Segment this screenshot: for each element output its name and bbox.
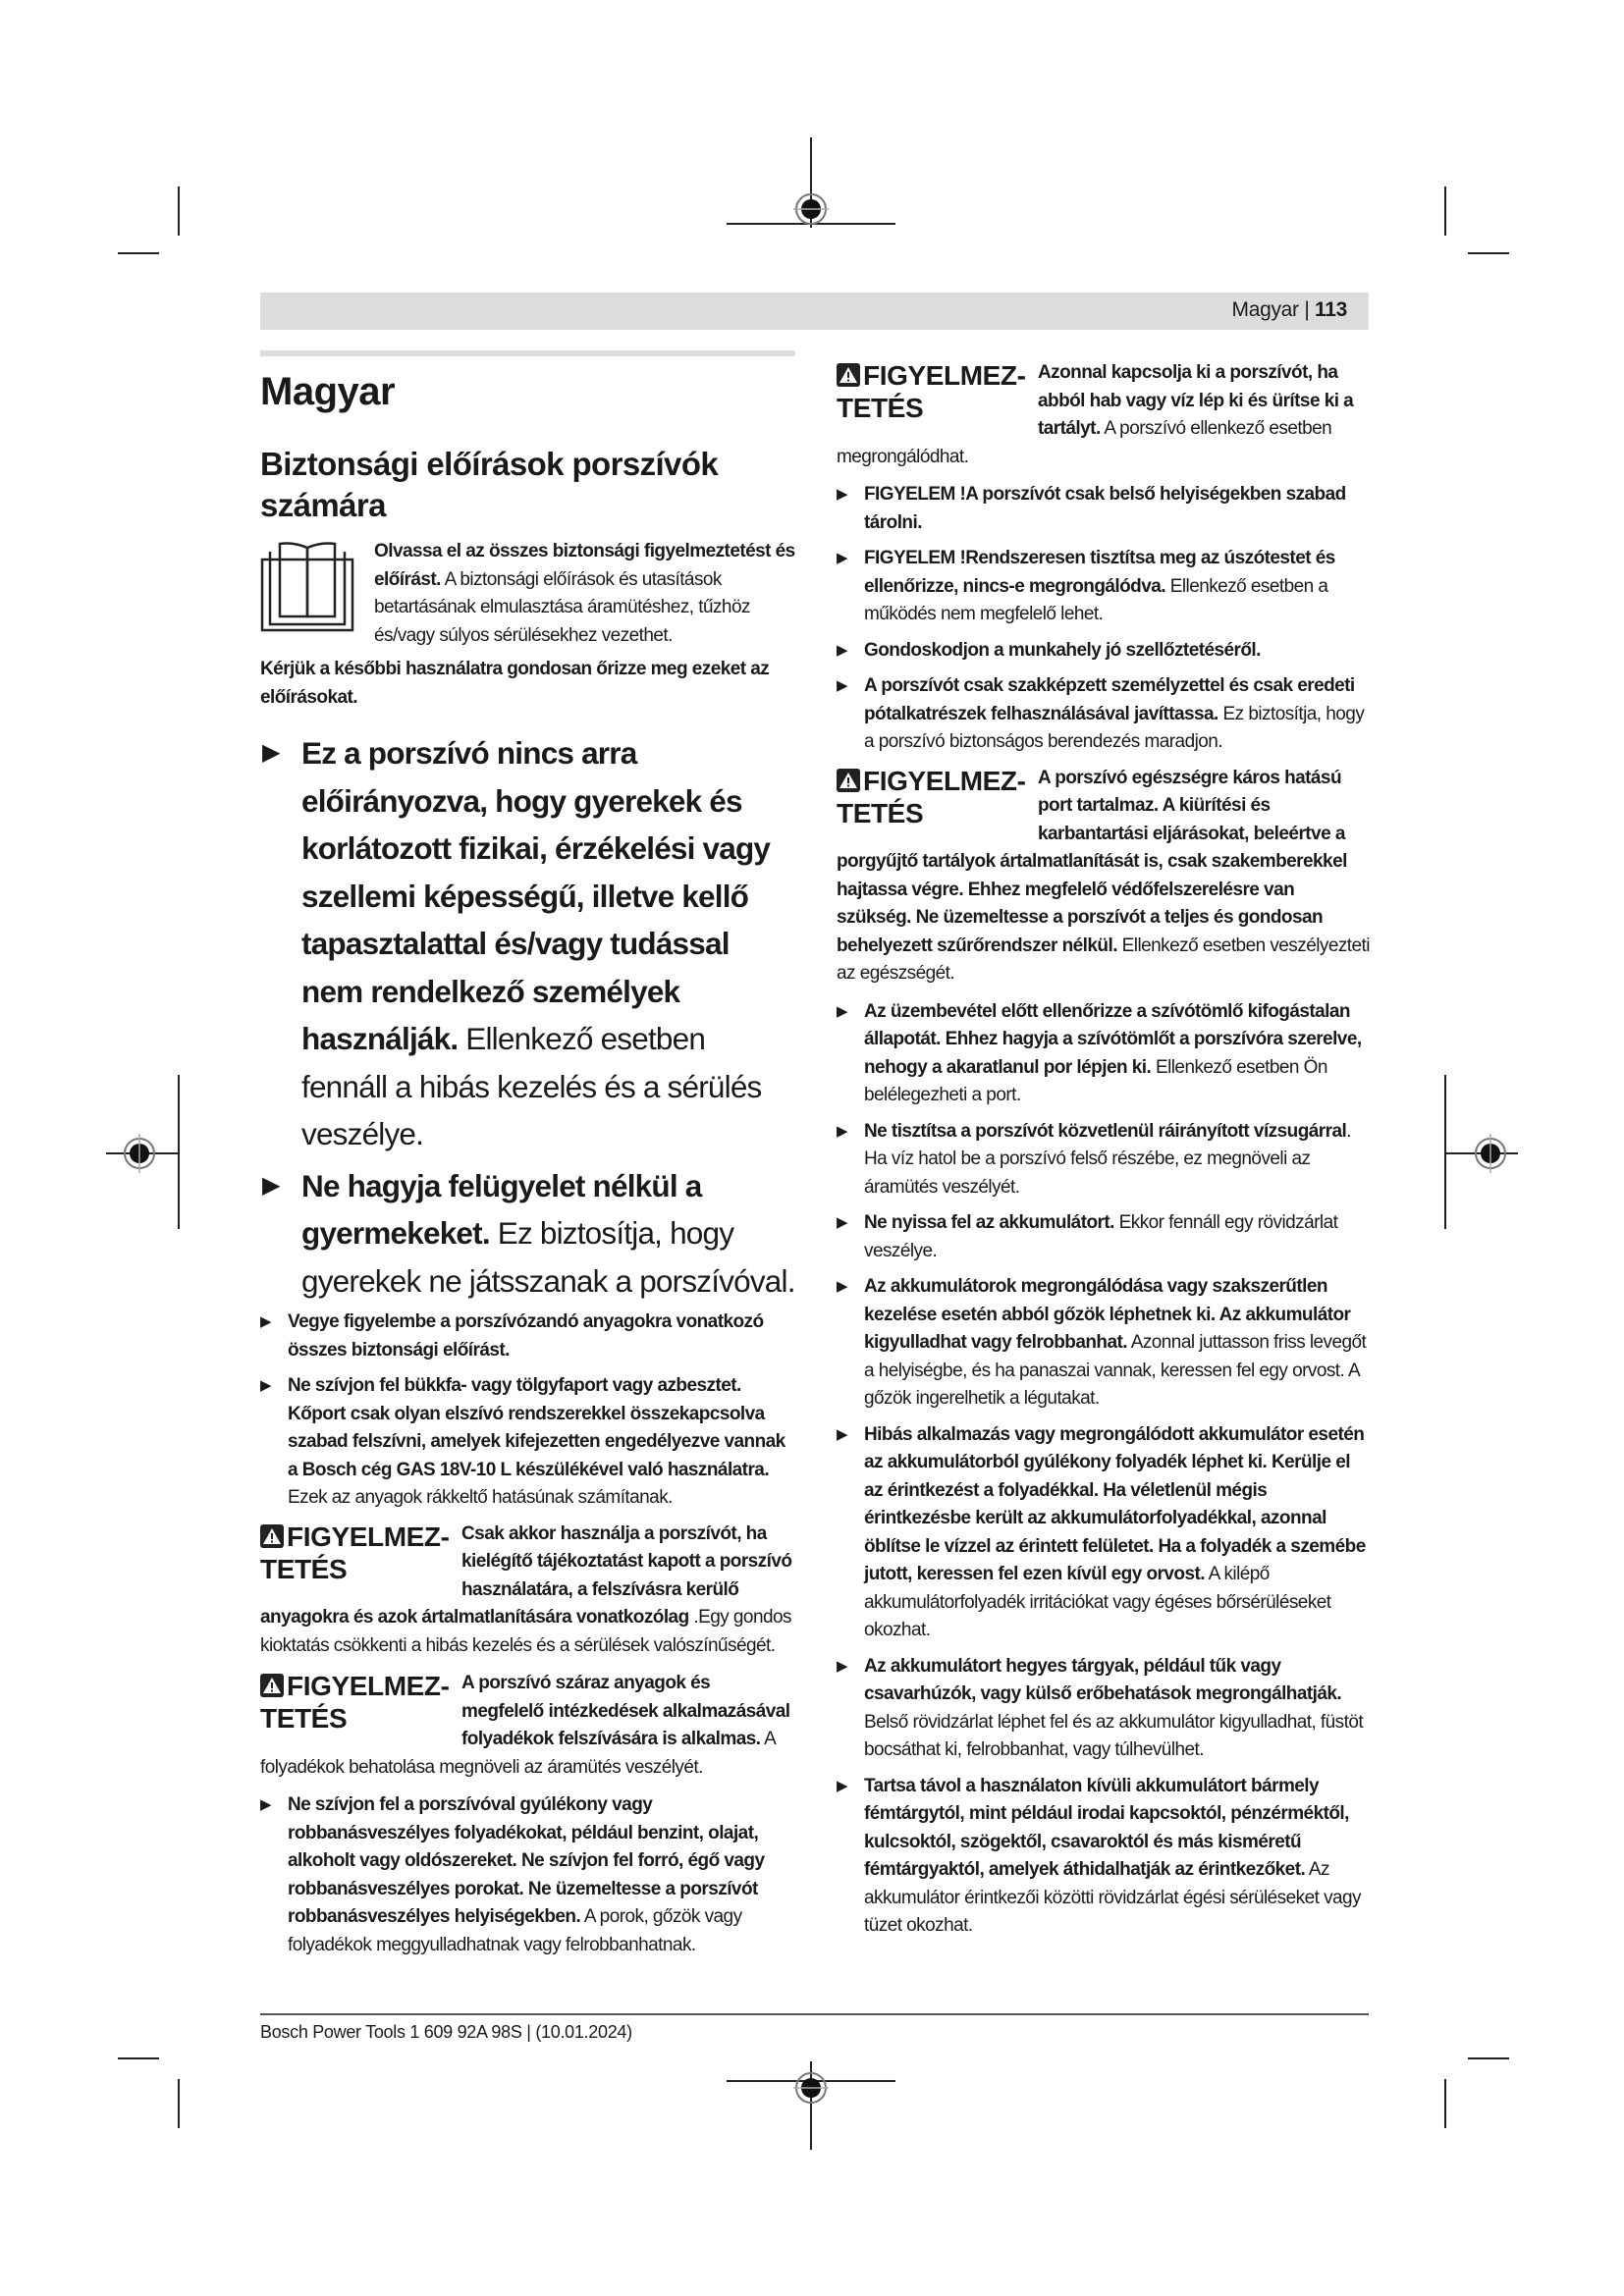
bullet-bold-text: FIGYELEM !Rendszeresen tisztítsa meg az úszótestet és ellenőrizze, nincs-e megrongálódva. xyxy=(864,548,1335,597)
bullet-triangle-icon: ▶ xyxy=(262,1171,280,1199)
bullet-text: Ellenkező esetben Ön belélegezheti a port. xyxy=(864,1056,1327,1105)
bullet-bold-text: Ne szívjon fel bükkfa- vagy tölgyfaport vagy azbesztet. Kőport csak olyan elszívó rendszerekkel összekapcsolva szabad felszívni, amelyek kifejezetten engedélyezve vannak a Bosch cég GAS 18V-10 L készülékével való használatra. xyxy=(288,1375,785,1480)
key-safety-bullet xyxy=(260,1162,795,1306)
warning-triangle-icon xyxy=(260,1524,284,1548)
intro-bold: Olvassa el az összes biztonsági figyelmeztetést és előírást. xyxy=(374,541,795,590)
key-safety-bullets xyxy=(260,729,795,1305)
warning-text: Ellenkező esetben veszélyezteti az egészségét. xyxy=(837,934,1370,984)
list-item xyxy=(837,1118,1372,1202)
right-column xyxy=(837,353,1372,1949)
warning-triangle-icon xyxy=(837,769,860,792)
warning-label xyxy=(260,1670,461,1752)
page-header-band xyxy=(260,293,1369,330)
warning-text: A porszívó ellenkező esetben megrongálódhat. xyxy=(837,418,1332,467)
warning-bold-text: Csak akkor használja a porszívót, ha kielégítő tájékoztatást kapott a porszívó használatára, a felszívásra kerülő anyagokra és azok ártalmatlanítására vonatkozólag xyxy=(260,1522,792,1628)
bullet-triangle-icon: ▶ xyxy=(837,677,847,694)
running-header xyxy=(1232,298,1347,322)
bullet-bold-text: Tartsa távol a használaton kívüli akkumulátort bármely fémtárgytól, mint például irodai kapcsoktól, pénzérméktől, kulcsoktól, szögektől, csavaroktól és más kisméretű fémtárgyaktól, amelyek áthidalhatják az érintkezőket. xyxy=(864,1775,1349,1880)
list-item xyxy=(837,1273,1372,1414)
bullet-bold-text: Az üzembevétel előtt ellenőrizze a szívótömlő kifogástalan állapotát. Ehhez hagyja a szívótömlőt a porszívóra szerelve, nehogy a akaratlanul por lépjen ki. xyxy=(864,1000,1362,1078)
warning-label xyxy=(260,1521,461,1603)
bullet-triangle-icon: ▶ xyxy=(837,1657,847,1675)
bullet-text: Azonnal juttasson friss levegőt a helyiségbe, és ha panaszai vannak, keressen fel egy orvost. A gőzök ingerelhetik a légutakat. xyxy=(864,1332,1367,1409)
bullet-bold-text: Gondoskodjon a munkahely jó szellőztetéséről. xyxy=(864,639,1261,661)
bullet-text: Ez biztosítja, hogy a porszívó biztonságos berendezés maradjon. xyxy=(864,703,1365,752)
footer-rule xyxy=(260,2013,1369,2015)
bullet-triangle-icon: ▶ xyxy=(837,486,847,503)
bullet-triangle-icon: ▶ xyxy=(837,1425,847,1443)
bullet-triangle-icon: ▶ xyxy=(260,1377,271,1394)
bullet-text: Az akkumulátor érintkezői közötti rövidzárlat égési sérüléseket vagy tüzet okozhat. xyxy=(864,1859,1362,1936)
warning-label-text: FIGYELMEZ-TETÉS xyxy=(837,765,1026,828)
warning-block xyxy=(837,765,1372,988)
list-item xyxy=(837,672,1372,757)
section-rule xyxy=(260,350,795,356)
warning-text: A folyadékok behatolása megnöveli az áramütés veszélyét. xyxy=(260,1729,776,1778)
warning-block xyxy=(837,359,1372,471)
bullet-text: Ellenkező esetben a működés nem megfelelő lehet. xyxy=(864,575,1328,624)
bullet-triangle-icon: ▶ xyxy=(260,1313,271,1330)
right-safety-list xyxy=(837,359,1372,1941)
read-manual-book-icon xyxy=(260,538,354,632)
warning-label xyxy=(837,359,1038,442)
list-item xyxy=(837,1209,1372,1265)
bullet-bold-text: Az akkumulátort hegyes tárgyak, például tűk vagy csavarhúzók, vagy külső erőbehatások megrongálhatják. xyxy=(864,1655,1342,1704)
bullet-text: Ez biztosítja, hogy gyerekek ne játsszanak a porszívóval. xyxy=(301,1215,795,1299)
left-column xyxy=(260,363,795,1967)
bullet-bold-text: FIGYELEM !A porszívót csak belső helyiségekben szabad tárolni. xyxy=(864,484,1346,533)
list-item xyxy=(837,545,1372,629)
list-item xyxy=(837,1421,1372,1645)
list-item xyxy=(260,1372,795,1513)
bullet-triangle-icon: ▶ xyxy=(837,550,847,566)
bullet-bold-text: Az akkumulátorok megrongálódása vagy szakszerűtlen kezelése esetén abból gőzök léphetnek ki. Az akkumulátor kigyulladhat vagy felrobbanhat. xyxy=(864,1276,1351,1353)
list-item xyxy=(260,1308,795,1364)
keep-instructions-note: Kérjük a későbbi használatra gondosan őrizze meg ezeket az előírásokat. xyxy=(260,659,770,708)
bullet-bold-text: Ez a porszívó nincs arra előirányozva, hogy gyerekek és korlátozott fizikai, érzékelési vagy szellemi képességű, illetve kellő tapasztalattal és/vagy tudással nem rendelkező személyek használják. xyxy=(301,735,771,1056)
list-item xyxy=(837,1773,1372,1941)
bullet-triangle-icon: ▶ xyxy=(262,739,280,766)
warning-bold-text: Azonnal kapcsolja ki a porszívót, ha abból hab vagy víz lép ki és ürítse ki a tartályt. xyxy=(1038,362,1354,439)
list-item xyxy=(260,1791,795,1959)
bullet-triangle-icon: ▶ xyxy=(837,1777,847,1794)
page-footer: Bosch Power Tools 1 609 92A 98S | (10.01.2024) xyxy=(260,2022,632,2042)
warning-text: .Egy gondos kioktatás csökkenti a hibás kezelés és a sérülések valószínűségét. xyxy=(260,1607,791,1656)
bullet-text: Ellenkező esetben fennáll a hibás kezelés és a sérülés veszélye. xyxy=(301,1021,762,1151)
bullet-triangle-icon: ▶ xyxy=(260,1796,271,1813)
bullet-bold-text: Vegye figyelembe a porszívózandó anyagokra vonatkozó összes biztonsági előírást. xyxy=(288,1311,764,1361)
bullet-bold-text: Hibás alkalmazás vagy megrongálódott akkumulátor esetén az akkumulátorból gyúlékony folyadék léphet ki. Kerülje el az érintkezést a folyadékkal. Ha véletlenül mégis érintkezésbe került az akkumulátorfolyadékkal, azonnal öblítse le vízzel az érintett felületet. Ha a folyadék a szemébe jutott, keressen fel ezen kívül egy orvost. xyxy=(864,1423,1366,1584)
bullet-bold-text: Ne tisztítsa a porszívót közvetlenül ráirányított vízsugárral xyxy=(864,1120,1347,1142)
bullet-triangle-icon: ▶ xyxy=(837,1214,847,1231)
warning-label xyxy=(837,765,1038,847)
bullet-triangle-icon: ▶ xyxy=(837,1002,847,1020)
bullet-bold-text: Ne hagyja felügyelet nélkül a gyermekeket. xyxy=(301,1167,702,1251)
warning-triangle-icon xyxy=(837,363,860,387)
list-item xyxy=(837,998,1372,1110)
warning-block xyxy=(260,1521,795,1661)
header-separator: | xyxy=(1304,298,1310,321)
warning-bold-text: A porszívó száraz anyagok és megfelelő intézkedések alkalmazásával folyadékok felszívására is alkalmas. xyxy=(461,1673,790,1749)
bullet-text: Ekkor fennáll egy rövidzárlat veszélye. xyxy=(864,1212,1338,1261)
bullet-text: Belső rövidzárlat léphet fel és az akkumulátor kigyulladhat, füstöt bocsáthat ki, felrobbanhat, vagy túlhevülhet. xyxy=(864,1711,1364,1760)
header-section: Magyar xyxy=(1231,298,1299,321)
bullet-triangle-icon: ▶ xyxy=(837,1278,847,1295)
list-item xyxy=(837,637,1372,666)
intro-text: A biztonsági előírások és utasítások betartásának elmulasztása áramütéshez, tűzhöz és/vagy súlyos sérülésekhez vezethet. xyxy=(374,568,750,646)
warning-label-text: FIGYELMEZ-TETÉS xyxy=(837,360,1026,423)
warning-block xyxy=(260,1670,795,1782)
list-item xyxy=(837,481,1372,537)
bullet-text: A porok, gőzök vagy folyadékok meggyulladhatnak vagy felrobbanhatnak. xyxy=(288,1906,742,1955)
bullet-triangle-icon: ▶ xyxy=(837,641,847,659)
bullet-text: Ezek az anyagok rákkeltő hatásúnak számítanak. xyxy=(288,1487,673,1508)
page-title: Magyar xyxy=(260,370,396,413)
bullet-bold-text: A porszívót csak szakképzett személyzettel és csak eredeti pótalkatrészek felhasználásával javíttassa. xyxy=(864,675,1355,724)
warning-label-text: FIGYELMEZ-TETÉS xyxy=(260,1671,450,1734)
left-safety-list xyxy=(260,1308,795,1959)
bullet-text: A kilépő akkumulátorfolyadék irritációkat vagy égéses bőrsérüléseket okozhat. xyxy=(864,1564,1331,1640)
bullet-triangle-icon: ▶ xyxy=(837,1122,847,1140)
warning-bold-text: A porszívó egészségre káros hatású port tartalmaz. A kiürítési és karbantartási eljárásokat, beleértve a porgyűjtő tartályok ártalmatlanítását is, csak szakemberekkel hajtassa végre. Ehhez megfelelő védőfelszerelésre van szükség. Ne üzemeltesse a porszívót a teljes és gondosan behelyezett szűrőrendszer nélkül. xyxy=(837,767,1347,956)
bullet-bold-text: Ne nyissa fel az akkumulátort. xyxy=(864,1212,1114,1233)
warning-label-text: FIGYELMEZ-TETÉS xyxy=(260,1521,450,1584)
section-heading: Biztonsági előírások porszívók számára xyxy=(260,446,719,523)
bullet-text: . Ha víz hatol be a porszívó felső részébe, ez megnöveli az áramütés veszélyét. xyxy=(864,1120,1351,1198)
page-number: 113 xyxy=(1315,298,1347,321)
warning-triangle-icon xyxy=(260,1674,284,1697)
list-item xyxy=(837,1653,1372,1765)
bullet-bold-text: Ne szívjon fel a porszívóval gyúlékony vagy robbanásveszélyes folyadékokat, például benzint, olajat, alkoholt vagy oldószereket. Ne szívjon fel forró, égő vagy robbanásveszélyes porokat. Ne üzemeltesse a porszívót robbanásveszélyes helyiségekben. xyxy=(288,1794,765,1927)
intro-paragraph xyxy=(260,538,795,652)
key-safety-bullet xyxy=(260,729,795,1158)
